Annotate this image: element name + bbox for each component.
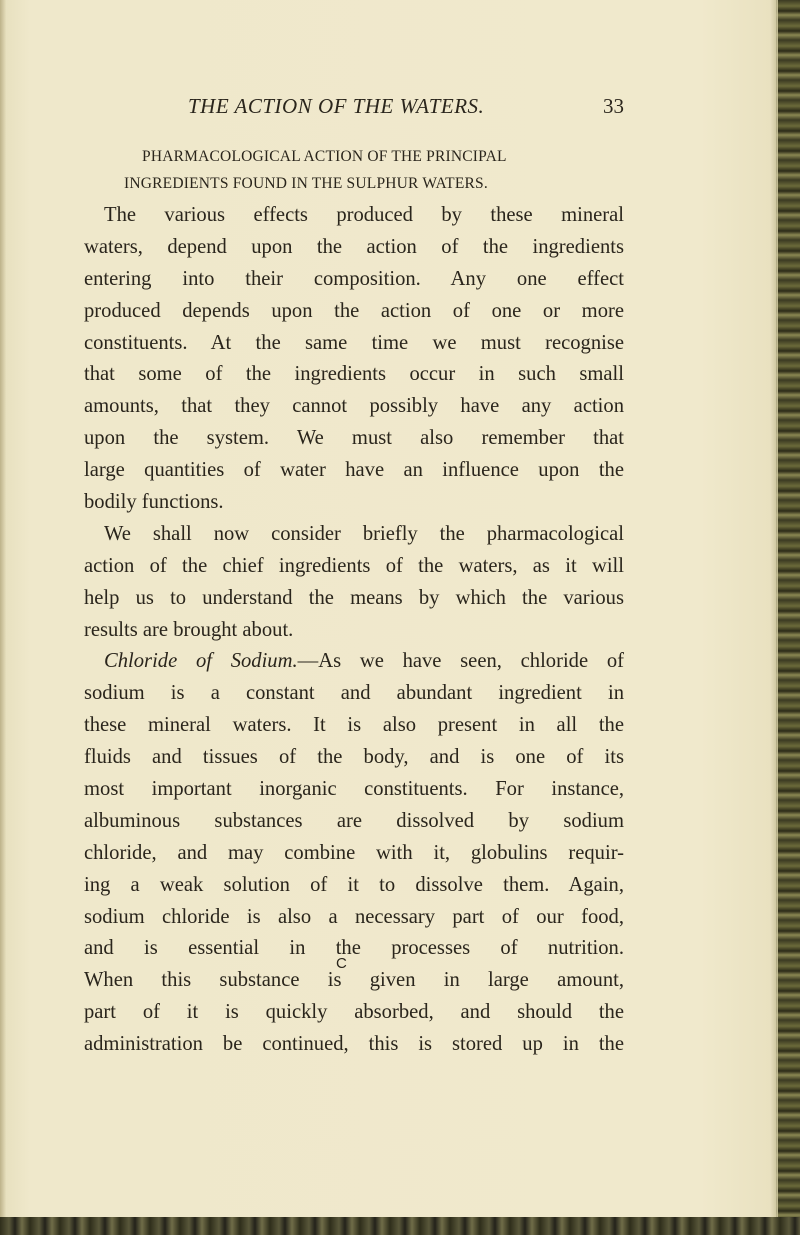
text-line: administration be continued, this is stored up in the: [84, 1033, 624, 1056]
section-heading-line-2: INGREDIENTS FOUND IN THE SULPHUR WATERS.: [124, 175, 488, 192]
running-head-title: THE ACTION OF THE WATERS.: [188, 94, 485, 118]
text-line: fluids and tissues of the body, and is one of its: [84, 746, 624, 769]
body-text: [84, 200, 624, 1061]
text-line: albuminous substances are dissolved by sodium: [84, 809, 624, 832]
text-line: bodily functions.: [84, 491, 224, 514]
text-line: upon the system. We must also remember that: [84, 427, 624, 450]
section-heading-line-1: PHARMACOLOGICAL ACTION OF THE PRINCIPAL: [142, 148, 507, 165]
section-heading: [124, 143, 644, 197]
text-line: help us to understand the means by which the various: [84, 586, 624, 609]
text-line: constituents. At the same time we must recognise: [84, 331, 624, 354]
book-bottom-edge: [0, 1217, 800, 1235]
text-line: ing a weak solution of it to dissolve them. Again,: [84, 873, 624, 896]
signature-mark: C: [336, 955, 347, 972]
text-line-with-italic-lead: [84, 646, 624, 678]
text-line: these mineral waters. It is also present in all the: [84, 714, 624, 737]
text-line: large quantities of water have an influence upon the: [84, 459, 624, 482]
text-line: chloride, and may combine with it, globulins requir-: [84, 841, 624, 864]
text-line: sodium is a constant and abundant ingredient in: [84, 682, 624, 705]
text-line: most important inorganic constituents. For instance,: [84, 778, 624, 801]
text-line-rest: —As we have seen, chloride of: [297, 650, 624, 673]
book-spine-edge: [776, 0, 800, 1235]
text-line: When this substance is given in large amount,: [84, 969, 624, 992]
text-line: entering into their composition. Any one effect: [84, 267, 624, 290]
text-line: sodium chloride is also a necessary part of our food,: [84, 905, 624, 928]
text-line: and is essential in the processes of nutrition.: [84, 937, 624, 960]
text-line: action of the chief ingredients of the waters, as it will: [84, 554, 624, 577]
page-left-shadow: [0, 0, 6, 1235]
text-line: We shall now consider briefly the pharmacological: [104, 522, 624, 545]
text-line: waters, depend upon the action of the ingredients: [84, 235, 624, 258]
text-line: produced depends upon the action of one or more: [84, 299, 624, 322]
italic-lead: Chloride of Sodium.: [104, 650, 298, 673]
text-line: amounts, that they cannot possibly have any action: [84, 395, 624, 418]
text-line: that some of the ingredients occur in such small: [84, 363, 624, 386]
page-number: 33: [603, 94, 624, 118]
text-line: part of it is quickly absorbed, and should the: [84, 1001, 624, 1024]
text-line: results are brought about.: [84, 618, 294, 641]
text-line: The various effects produced by these mineral: [104, 204, 624, 226]
running-head: [188, 94, 624, 124]
